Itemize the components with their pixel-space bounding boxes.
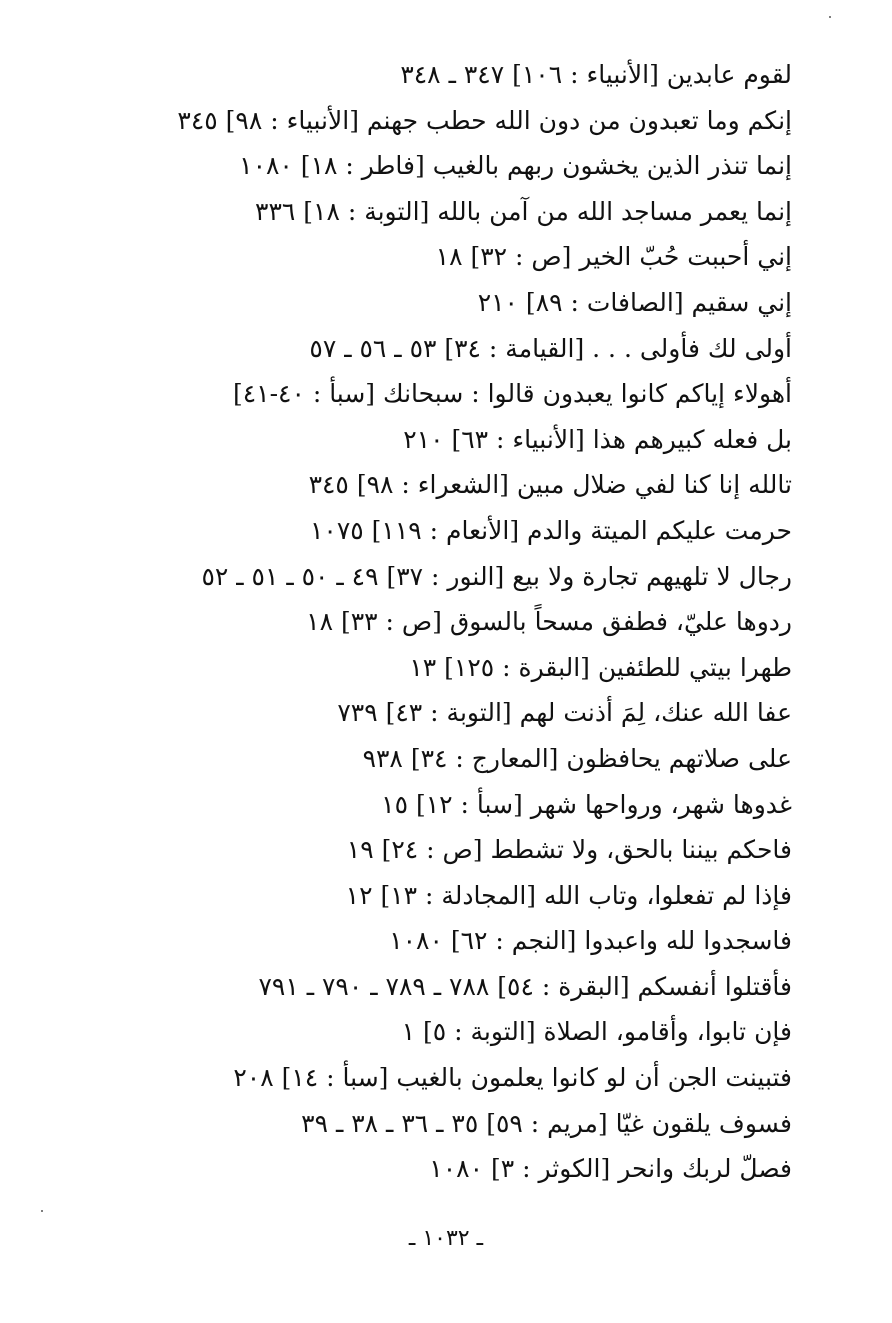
index-entry: أولى لك فأولى . . . [القيامة : ٣٤] ٥٣ ـ ٥٦ ـ ٥٧ <box>309 333 792 363</box>
index-entry: فصلّ لربك وانحر [الكوثر : ٣] ١٠٨٠ <box>429 1154 792 1184</box>
page-number: ـ ١٠٣٢ ـ <box>408 1226 484 1251</box>
verse-index-list <box>92 52 792 1192</box>
index-entry: إنكم وما تعبدون من دون الله حطب جهنم [الأنبياء : ٩٨] ٣٤٥ <box>177 105 792 135</box>
index-entry: طهرا بيتي للطئفين [البقرة : ١٢٥] ١٣ <box>409 652 792 682</box>
index-entry: فأقتلوا أنفسكم [البقرة : ٥٤] ٧٨٨ ـ ٧٨٩ ـ ٧٩٠ ـ ٧٩١ <box>258 971 792 1001</box>
scan-speck <box>829 16 831 18</box>
index-entry: عفا الله عنك، لِمَ أذنت لهم [التوبة : ٤٣] ٧٣٩ <box>337 698 792 728</box>
index-entry: فسوف يلقون غيّا [مريم : ٥٩] ٣٥ ـ ٣٦ ـ ٣٨ ـ ٣٩ <box>301 1108 792 1138</box>
index-entry: ردوها عليّ، فطفق مسحاً بالسوق [ص : ٣٣] ١٨ <box>306 607 792 637</box>
index-entry: فإن تابوا، وأقامو، الصلاة [التوبة : ٥] ١ <box>401 1017 792 1047</box>
index-entry: بل فعله كبيرهم هذا [الأنبياء : ٦٣] ٢١٠ <box>403 424 792 454</box>
index-entry: إنما تنذر الذين يخشون ربهم بالغيب [فاطر : ١٨] ١٠٨٠ <box>239 151 792 181</box>
index-entry: على صلاتهم يحافظون [المعارج : ٣٤] ٩٣٨ <box>362 743 792 773</box>
index-entry: رجال لا تلهيهم تجارة ولا بيع [النور : ٣٧] ٤٩ ـ ٥٠ ـ ٥١ ـ ٥٢ <box>201 561 792 591</box>
index-entry: إني سقيم [الصافات : ٨٩] ٢١٠ <box>477 287 792 317</box>
index-entry: إني أحببت حُبّ الخير [ص : ٣٢] ١٨ <box>435 242 792 272</box>
scan-speck <box>41 1210 43 1212</box>
index-entry: فإذا لم تفعلوا، وتاب الله [المجادلة : ١٣] ١٢ <box>345 880 792 910</box>
index-entry: غدوها شهر، ورواحها شهر [سبأ : ١٢] ١٥ <box>381 789 792 819</box>
index-entry: فاسجدوا لله واعبدوا [النجم : ٦٢] ١٠٨٠ <box>389 926 792 956</box>
index-entry: لقوم عابدين [الأنبياء : ١٠٦] ٣٤٧ ـ ٣٤٨ <box>400 60 792 89</box>
index-entry: تالله إنا كنا لفي ضلال مبين [الشعراء : ٩٨] ٣٤٥ <box>308 470 792 500</box>
index-entry: فاحكم بيننا بالحق، ولا تشطط [ص : ٢٤] ١٩ <box>346 835 792 865</box>
index-entry: حرمت عليكم الميتة والدم [الأنعام : ١١٩] ١٠٧٥ <box>309 515 792 545</box>
index-entry: إنما يعمر مساجد الله من آمن بالله [التوبة : ١٨] ٣٣٦ <box>255 196 792 226</box>
index-entry: أهولاء إياكم كانوا يعبدون قالوا : سبحانك [سبأ : ٤٠-٤١] <box>232 379 792 409</box>
index-entry: فتبينت الجن أن لو كانوا يعلمون بالغيب [سبأ : ١٤] ٢٠٨ <box>233 1063 792 1093</box>
